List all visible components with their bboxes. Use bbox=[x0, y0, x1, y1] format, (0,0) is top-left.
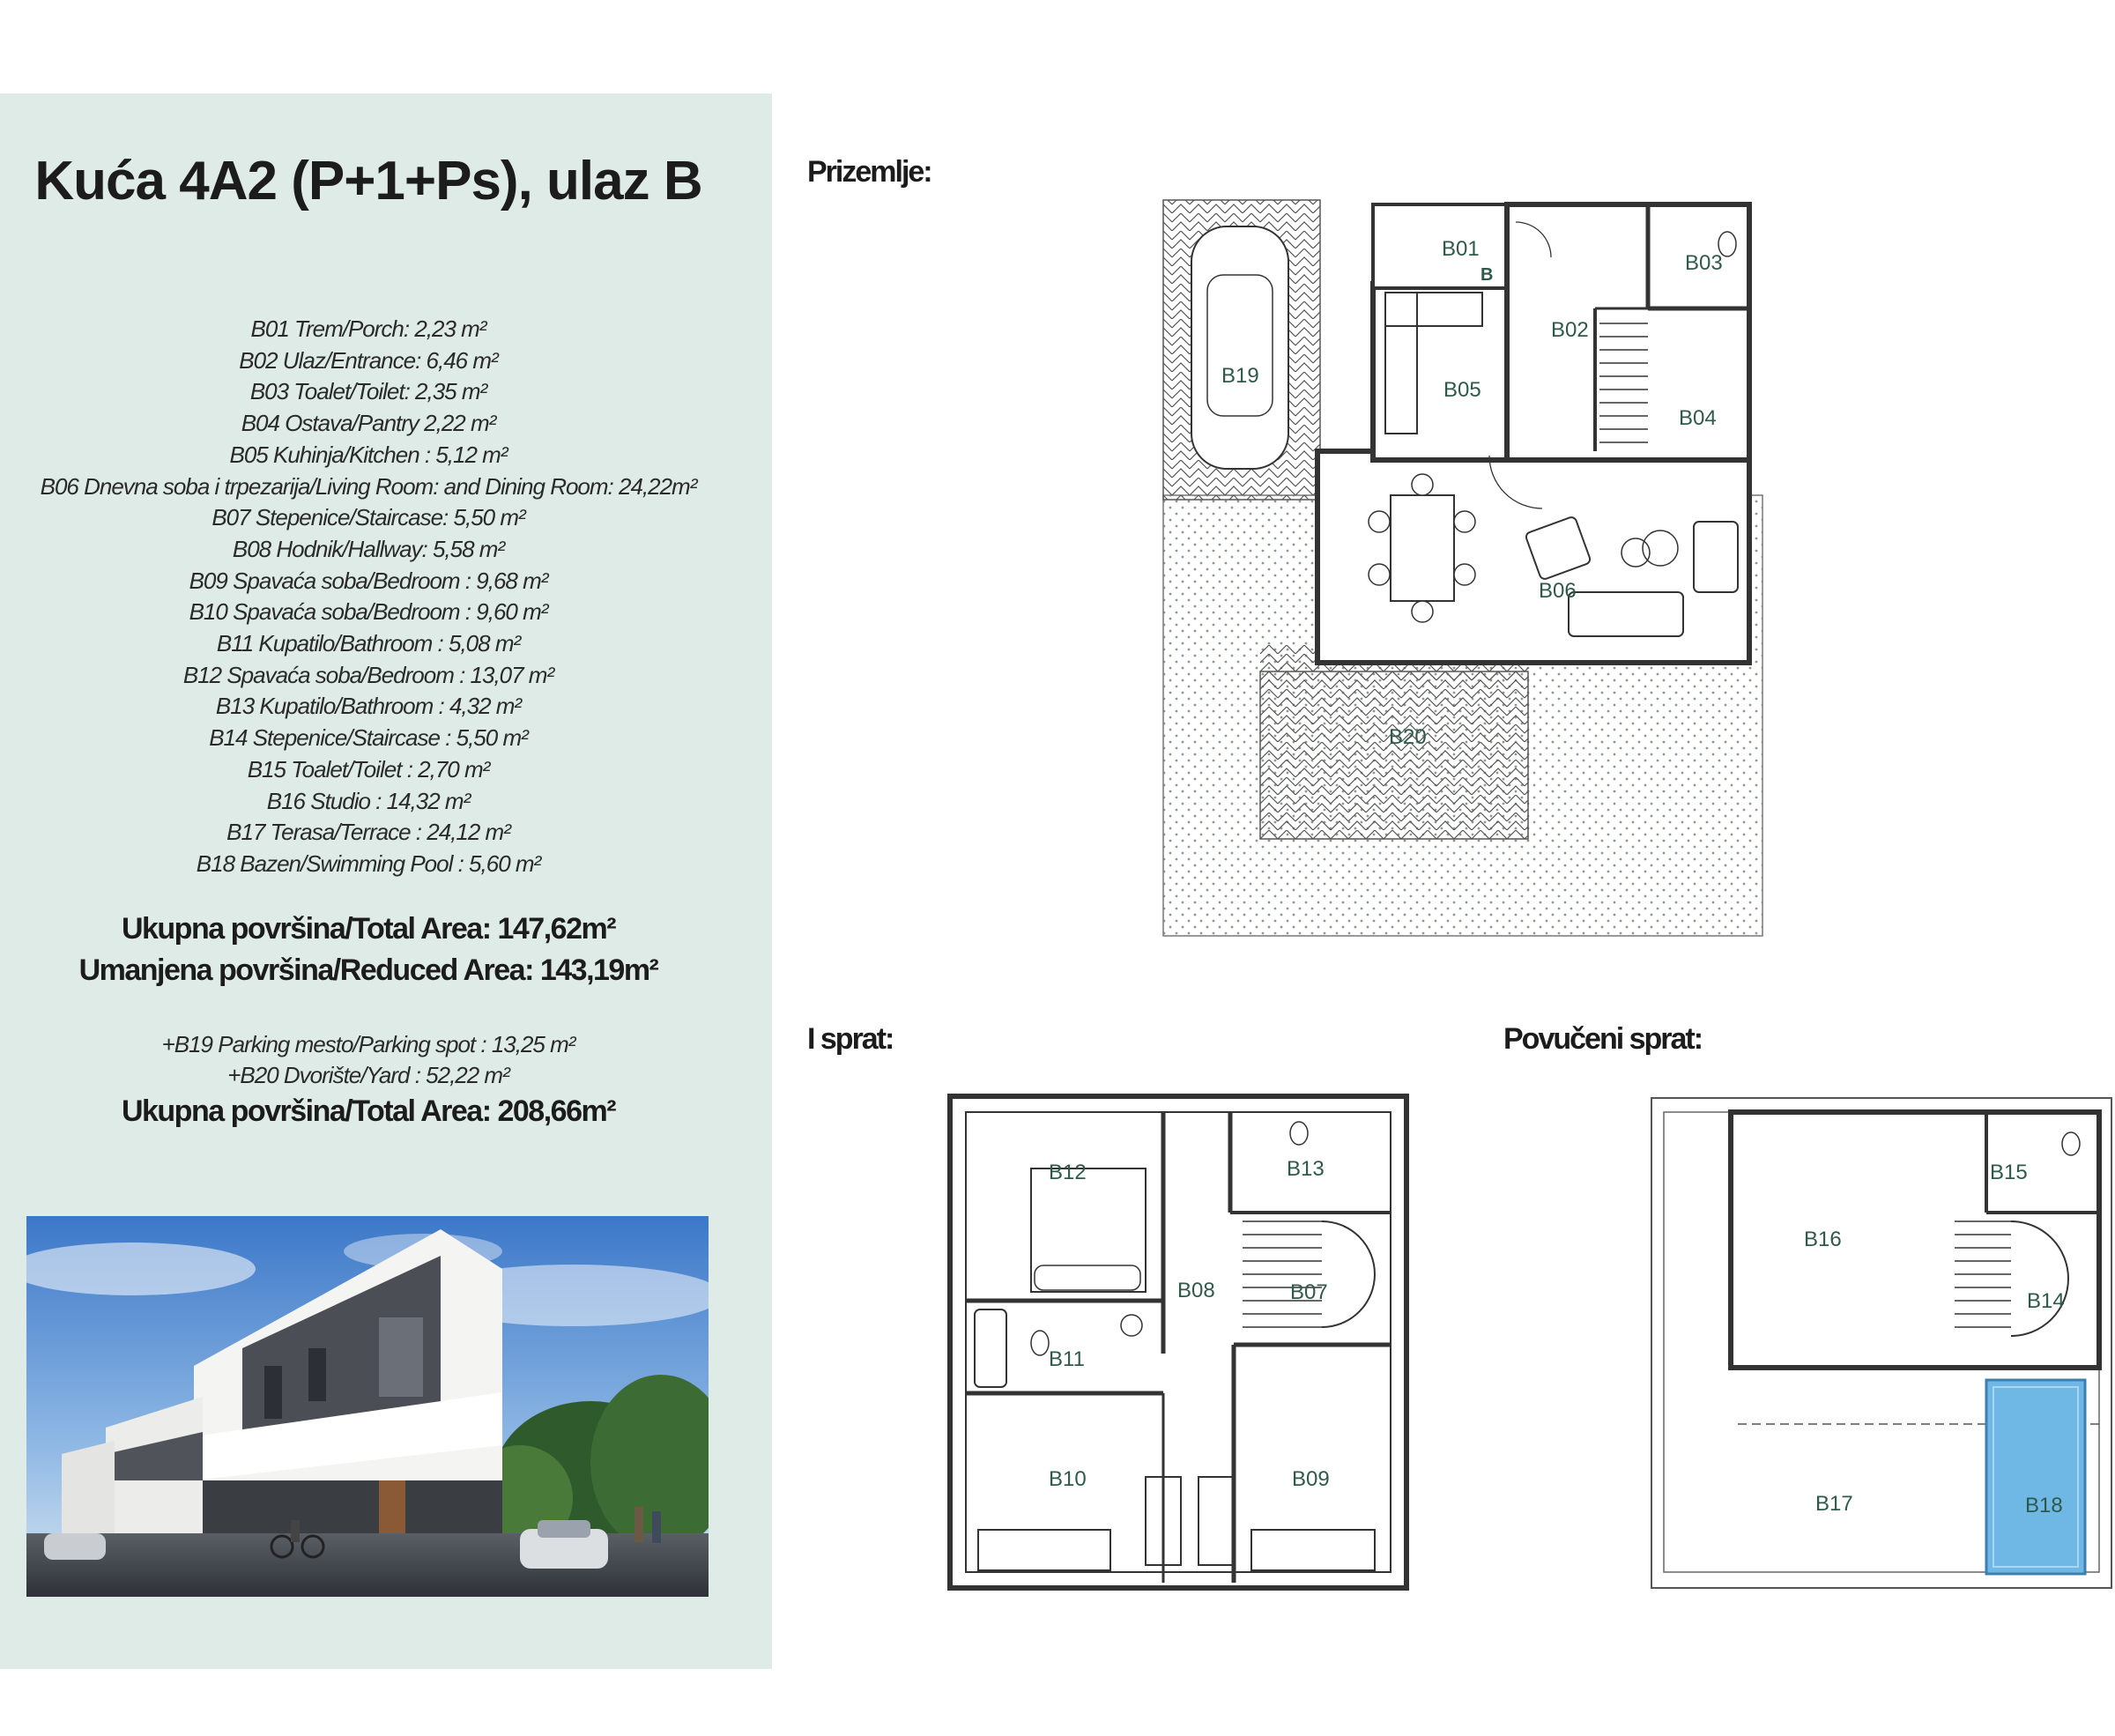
reduced-area: Umanjena površina/Reduced Area: 143,19m² bbox=[78, 953, 658, 987]
room-label-b11: B11 bbox=[1049, 1347, 1085, 1371]
room-label-b03: B03 bbox=[1685, 251, 1723, 275]
grand-total-area: Ukupna površina/Total Area: 208,66m² bbox=[121, 1094, 616, 1128]
room-label-b14: B14 bbox=[2027, 1289, 2065, 1313]
room-item: B15 Toalet/Toilet : 2,70 m² bbox=[247, 755, 490, 783]
yard-area: +B20 Dvorište/Yard : 52,22 m² bbox=[227, 1062, 509, 1088]
first-floor-plan bbox=[943, 1089, 1419, 1593]
room-item: B11 Kupatilo/Bathroom : 5,08 m² bbox=[216, 630, 521, 657]
room-label-b04: B04 bbox=[1679, 406, 1717, 430]
entrance-marker: B bbox=[1480, 265, 1494, 285]
total-area: Ukupna površina/Total Area: 147,62m² bbox=[121, 912, 616, 946]
parking-area: +B19 Parking mesto/Parking spot : 13,25 m² bbox=[161, 1031, 575, 1057]
room-item: B04 Ostava/Pantry 2,22 m² bbox=[241, 410, 496, 437]
top-floor-plan bbox=[1641, 1089, 2115, 1593]
room-label-b07: B07 bbox=[1290, 1280, 1328, 1304]
house-render-image bbox=[26, 1216, 709, 1597]
room-item: B10 Spavaća soba/Bedroom : 9,60 m² bbox=[189, 598, 548, 626]
room-label-b20: B20 bbox=[1389, 725, 1427, 749]
room-label-b17: B17 bbox=[1815, 1492, 1853, 1516]
room-item: B17 Terasa/Terrace : 24,12 m² bbox=[226, 819, 510, 846]
label-first-floor: I sprat: bbox=[807, 1022, 894, 1056]
room-label-b02: B02 bbox=[1551, 318, 1589, 342]
room-label-b19: B19 bbox=[1221, 364, 1259, 388]
room-item: B02 Ulaz/Entrance: 6,46 m² bbox=[239, 346, 498, 374]
room-item: B09 Spavaća soba/Bedroom : 9,68 m² bbox=[189, 567, 548, 594]
room-label-b05: B05 bbox=[1443, 378, 1481, 402]
room-label-b13: B13 bbox=[1287, 1157, 1325, 1181]
room-item: B13 Kupatilo/Bathroom : 4,32 m² bbox=[215, 693, 522, 720]
room-label-b18: B18 bbox=[2025, 1494, 2063, 1517]
room-item: B05 Kuhinja/Kitchen : 5,12 m² bbox=[229, 441, 508, 468]
room-item: B18 Bazen/Swimming Pool : 5,60 m² bbox=[196, 849, 541, 877]
room-label-b06: B06 bbox=[1539, 579, 1577, 603]
room-item: B03 Toalet/Toilet: 2,35 m² bbox=[249, 378, 487, 405]
room-item: B06 Dnevna soba i trpezarija/Living Room: and Dining Room: 24,22m² bbox=[40, 472, 697, 500]
room-item: B01 Trem/Porch: 2,23 m² bbox=[250, 315, 486, 342]
label-ground-floor: Prizemlje: bbox=[807, 155, 931, 189]
label-top-floor: Povučeni sprat: bbox=[1503, 1022, 1703, 1056]
room-item: B07 Stepenice/Staircase: 5,50 m² bbox=[212, 504, 525, 531]
room-label-b16: B16 bbox=[1804, 1228, 1842, 1251]
room-label-b01: B01 bbox=[1442, 237, 1480, 261]
room-label-b10: B10 bbox=[1049, 1467, 1087, 1491]
room-item: B08 Hodnik/Hallway: 5,58 m² bbox=[232, 535, 505, 562]
room-label-b12: B12 bbox=[1049, 1161, 1087, 1184]
ground-floor-plan bbox=[1154, 196, 1771, 945]
room-item: B12 Spavaća soba/Bedroom : 13,07 m² bbox=[182, 661, 554, 688]
room-item: B16 Studio : 14,32 m² bbox=[266, 787, 471, 814]
room-label-b15: B15 bbox=[1990, 1161, 2028, 1184]
page-title: Kuća 4A2 (P+1+Ps), ulaz B bbox=[34, 151, 702, 211]
room-label-b08: B08 bbox=[1177, 1279, 1215, 1302]
room-list bbox=[0, 314, 737, 880]
room-label-b09: B09 bbox=[1292, 1467, 1330, 1491]
room-item: B14 Stepenice/Staircase : 5,50 m² bbox=[209, 724, 528, 752]
